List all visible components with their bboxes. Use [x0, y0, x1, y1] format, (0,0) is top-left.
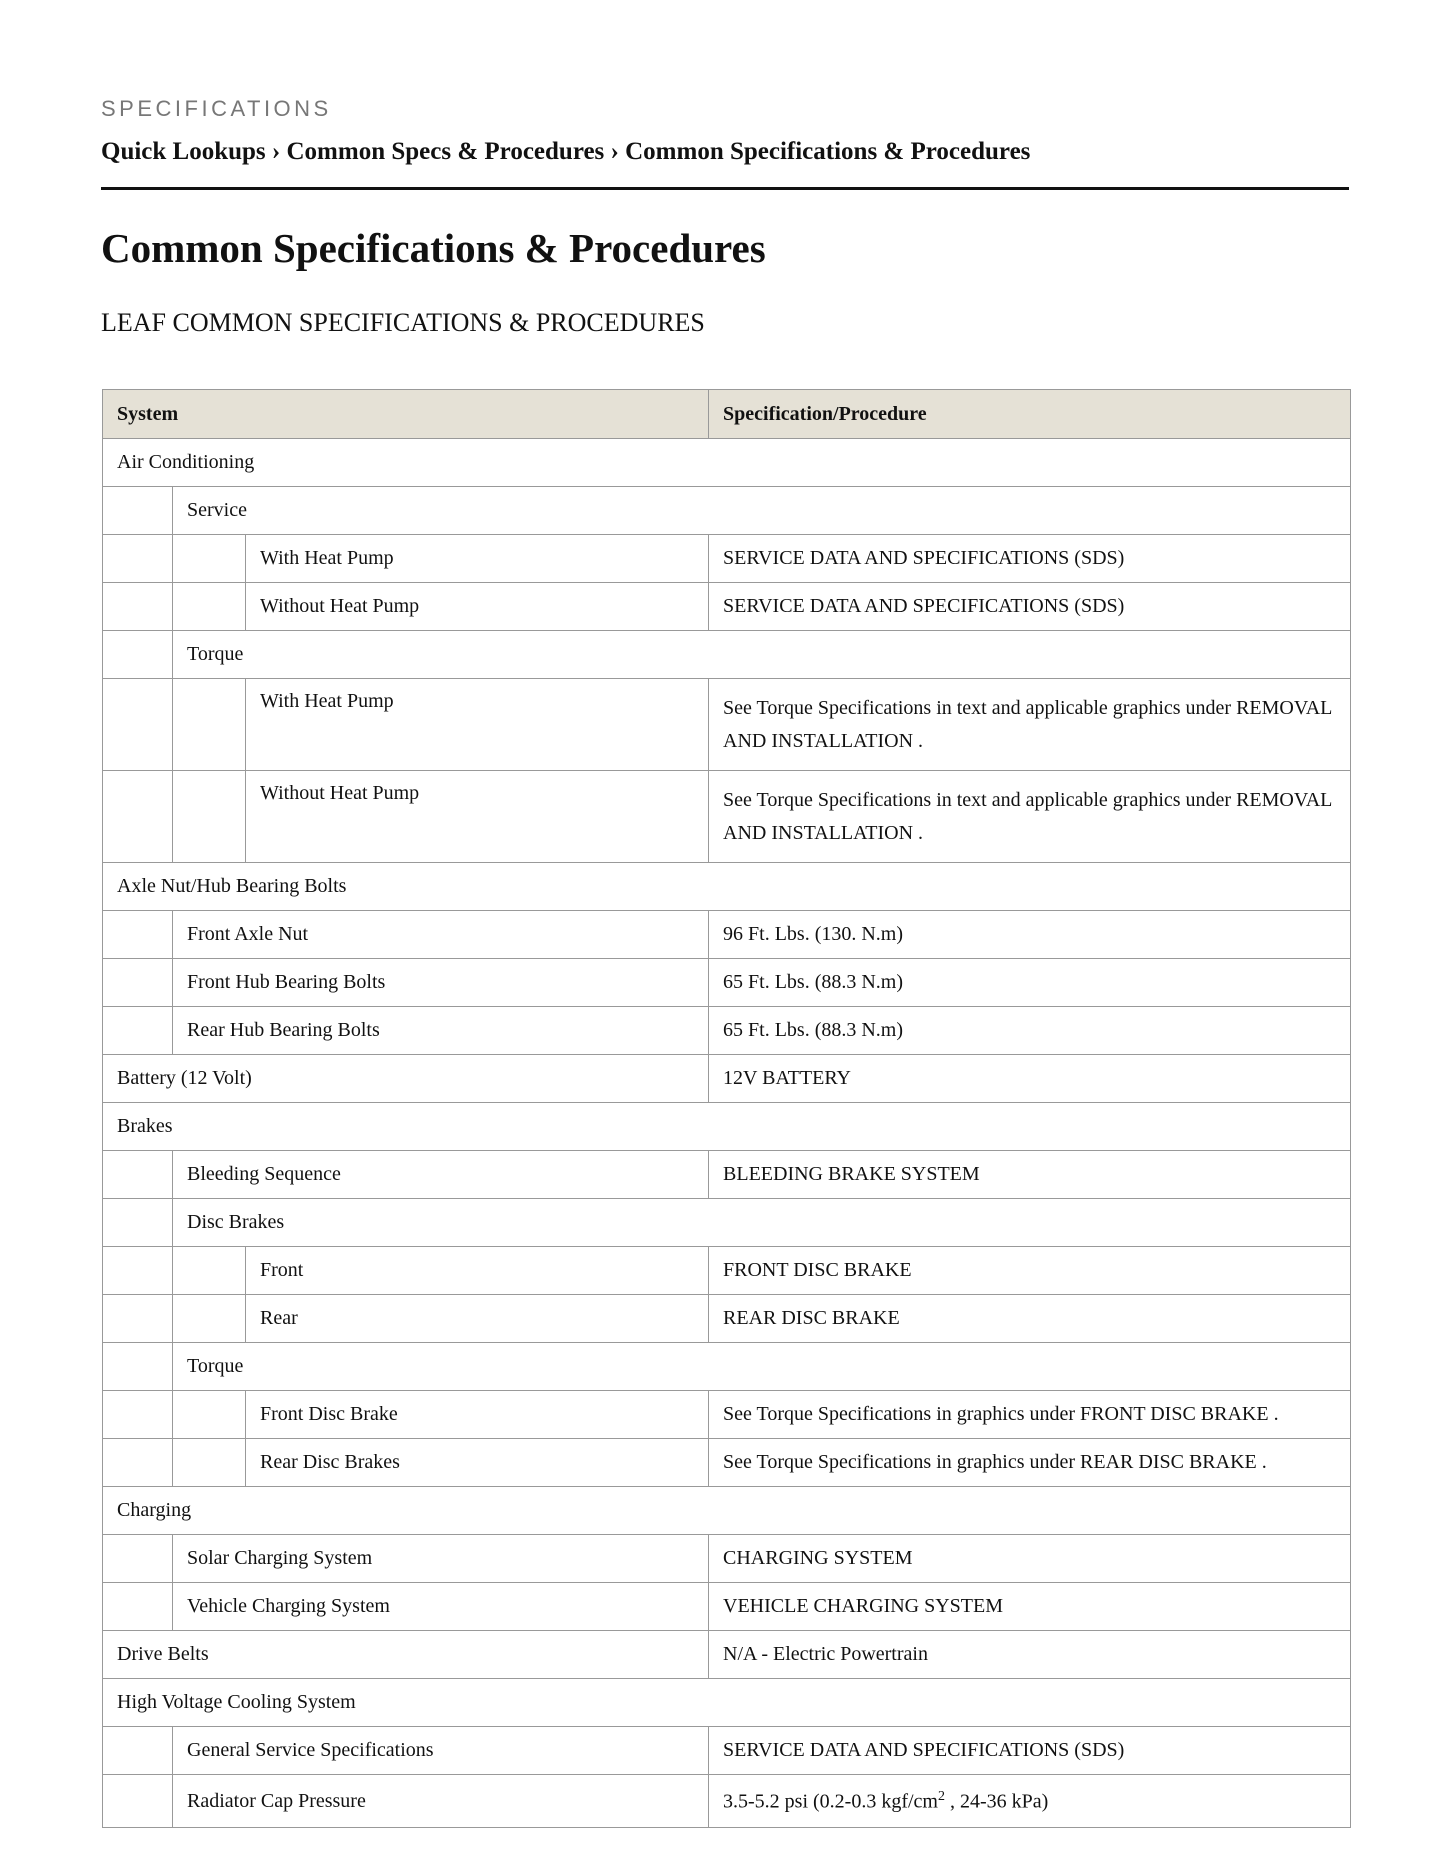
indent-cell [103, 1199, 173, 1247]
indent-cell [103, 771, 173, 863]
table-row [103, 1439, 1351, 1487]
indent-cell [173, 771, 246, 863]
indent-cell [173, 1439, 246, 1487]
table-row [103, 1775, 1351, 1828]
table-row [103, 1247, 1351, 1295]
spec-text: , 24-36 kPa) [945, 1790, 1049, 1813]
system-cell: Radiator Cap Pressure [173, 1775, 709, 1828]
system-cell: Drive Belts [103, 1631, 709, 1679]
indent-cell [103, 1535, 173, 1583]
table-row [103, 863, 1351, 911]
indent-cell [173, 535, 246, 583]
spec-cell [709, 1775, 1351, 1828]
indent-cell [173, 1295, 246, 1343]
indent-cell [173, 679, 246, 771]
specifications-table [102, 389, 1351, 1828]
table-row [103, 1055, 1351, 1103]
table-row [103, 1391, 1351, 1439]
spec-cell: SERVICE DATA AND SPECIFICATIONS (SDS) [709, 583, 1351, 631]
spec-cell: See Torque Specifications in graphics under REAR DISC BRAKE . [709, 1439, 1351, 1487]
table-row [103, 1631, 1351, 1679]
indent-cell [103, 1391, 173, 1439]
system-cell: Bleeding Sequence [173, 1151, 709, 1199]
page-subtitle: LEAF COMMON SPECIFICATIONS & PROCEDURES [101, 308, 705, 337]
system-cell: With Heat Pump [246, 535, 709, 583]
table-row [103, 487, 1351, 535]
system-cell: Front Axle Nut [173, 911, 709, 959]
spec-cell: BLEEDING BRAKE SYSTEM [709, 1151, 1351, 1199]
indent-cell [103, 911, 173, 959]
system-cell: Disc Brakes [173, 1199, 1351, 1247]
indent-cell [173, 1247, 246, 1295]
system-cell: Front Hub Bearing Bolts [173, 959, 709, 1007]
spec-cell: 12V BATTERY [709, 1055, 1351, 1103]
table-row [103, 535, 1351, 583]
system-cell: Rear [246, 1295, 709, 1343]
table-row [103, 1679, 1351, 1727]
indent-cell [103, 1727, 173, 1775]
table-header-row [103, 390, 1351, 439]
indent-cell [103, 487, 173, 535]
table-row [103, 1535, 1351, 1583]
indent-cell [103, 1775, 173, 1828]
table-row [103, 1295, 1351, 1343]
indent-cell [103, 679, 173, 771]
indent-cell [103, 959, 173, 1007]
spec-cell: See Torque Specifications in text and applicable graphics under REMOVAL AND INSTALLATION . [709, 679, 1351, 771]
spec-cell: See Torque Specifications in text and applicable graphics under REMOVAL AND INSTALLATION . [709, 771, 1351, 863]
system-cell: Brakes [103, 1103, 1351, 1151]
system-cell: Air Conditioning [103, 439, 1351, 487]
indent-cell [103, 1439, 173, 1487]
system-cell: Rear Disc Brakes [246, 1439, 709, 1487]
breadcrumb: Quick Lookups › Common Specs & Procedures › Common Specifications & Procedures [101, 138, 1031, 165]
column-header-system: System [103, 390, 709, 439]
system-cell: Front Disc Brake [246, 1391, 709, 1439]
system-cell: Charging [103, 1487, 1351, 1535]
table-row [103, 679, 1351, 771]
spec-text: 3.5-5.2 psi (0.2-0.3 kgf/cm [723, 1790, 938, 1813]
table-row [103, 1151, 1351, 1199]
spec-cell: SERVICE DATA AND SPECIFICATIONS (SDS) [709, 1727, 1351, 1775]
spec-cell: SERVICE DATA AND SPECIFICATIONS (SDS) [709, 535, 1351, 583]
system-cell: Solar Charging System [173, 1535, 709, 1583]
spec-cell: 96 Ft. Lbs. (130. N.m) [709, 911, 1351, 959]
superscript: 2 [938, 1788, 945, 1804]
table-row [103, 959, 1351, 1007]
indent-cell [173, 1391, 246, 1439]
system-cell: General Service Specifications [173, 1727, 709, 1775]
table-row [103, 1103, 1351, 1151]
table-row [103, 911, 1351, 959]
system-cell: Rear Hub Bearing Bolts [173, 1007, 709, 1055]
table-row [103, 439, 1351, 487]
indent-cell [103, 1151, 173, 1199]
system-cell: Without Heat Pump [246, 771, 709, 863]
table-row [103, 1343, 1351, 1391]
system-cell: Axle Nut/Hub Bearing Bolts [103, 863, 1351, 911]
system-cell: Without Heat Pump [246, 583, 709, 631]
indent-cell [103, 1295, 173, 1343]
table-row [103, 1487, 1351, 1535]
spec-cell: REAR DISC BRAKE [709, 1295, 1351, 1343]
indent-cell [173, 583, 246, 631]
spec-cell: See Torque Specifications in graphics under FRONT DISC BRAKE . [709, 1391, 1351, 1439]
table-row [103, 583, 1351, 631]
section-label: SPECIFICATIONS [101, 96, 332, 121]
system-cell: Torque [173, 631, 1351, 679]
system-cell: Front [246, 1247, 709, 1295]
system-cell: Service [173, 487, 1351, 535]
system-cell: High Voltage Cooling System [103, 1679, 1351, 1727]
page-title: Common Specifications & Procedures [101, 225, 766, 271]
column-header-spec: Specification/Procedure [709, 390, 1351, 439]
header-divider [101, 187, 1349, 190]
system-cell: Battery (12 Volt) [103, 1055, 709, 1103]
table-row [103, 1727, 1351, 1775]
spec-cell: VEHICLE CHARGING SYSTEM [709, 1583, 1351, 1631]
indent-cell [103, 535, 173, 583]
spec-cell: 65 Ft. Lbs. (88.3 N.m) [709, 1007, 1351, 1055]
table-body [103, 439, 1351, 1828]
spec-cell: N/A - Electric Powertrain [709, 1631, 1351, 1679]
indent-cell [103, 1007, 173, 1055]
spec-cell: CHARGING SYSTEM [709, 1535, 1351, 1583]
table-row [103, 1583, 1351, 1631]
indent-cell [103, 583, 173, 631]
indent-cell [103, 1343, 173, 1391]
spec-cell: FRONT DISC BRAKE [709, 1247, 1351, 1295]
system-cell: Vehicle Charging System [173, 1583, 709, 1631]
table-row [103, 1199, 1351, 1247]
indent-cell [103, 1247, 173, 1295]
table-row [103, 771, 1351, 863]
indent-cell [103, 631, 173, 679]
table-row [103, 631, 1351, 679]
system-cell: Torque [173, 1343, 1351, 1391]
system-cell: With Heat Pump [246, 679, 709, 771]
spec-cell: 65 Ft. Lbs. (88.3 N.m) [709, 959, 1351, 1007]
table-row [103, 1007, 1351, 1055]
indent-cell [103, 1583, 173, 1631]
